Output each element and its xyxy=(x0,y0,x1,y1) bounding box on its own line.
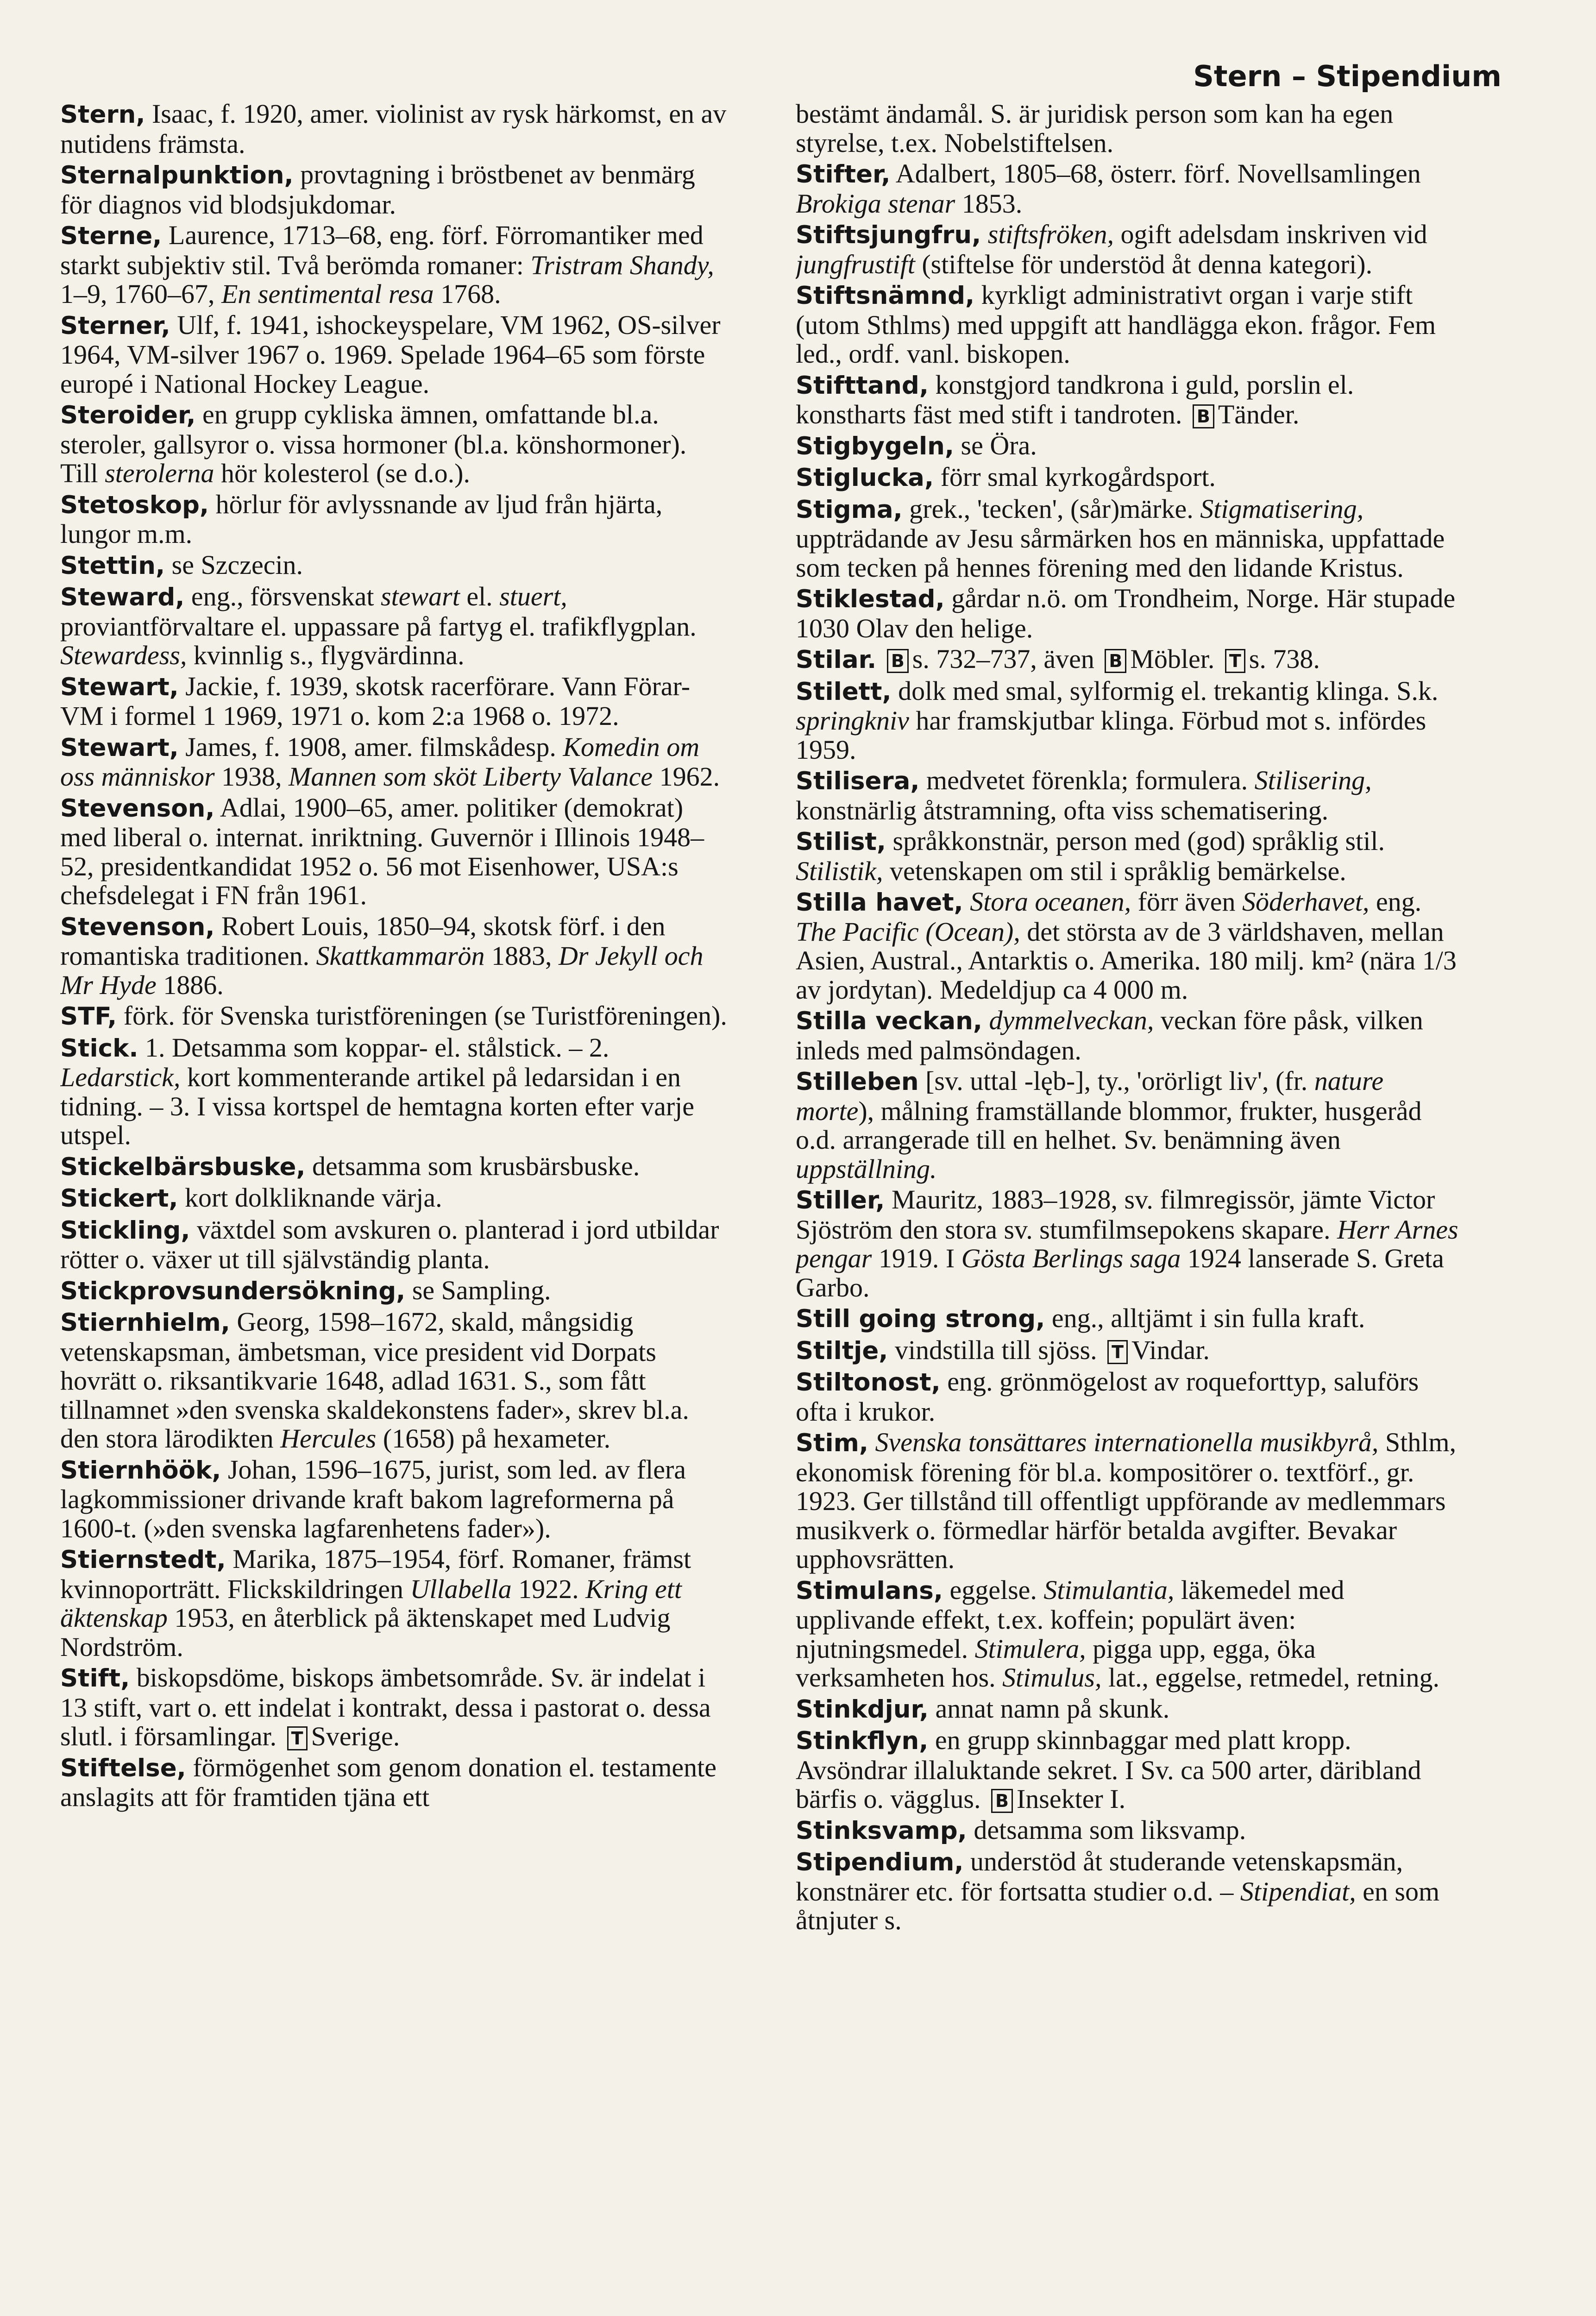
entry-text xyxy=(868,1427,875,1457)
entry-text: Mannen som sköt Liberty Valance xyxy=(289,762,653,792)
entry-text: Adlai, 1900–65, amer. politiker (demokrat) med liberal o. internat. inriktning. Guvernör i Illinois 1948–52, presidentkandidat 1952 o. 56 mot Eisenhower, USA:s chefsdelegat i FN från 1961. xyxy=(60,792,704,910)
dictionary-entry xyxy=(60,793,729,910)
dictionary-entry xyxy=(60,1545,729,1661)
entry-text: kyrkligt administrativt organ i varje stift (utom Sthlms) med uppgift att handlägga ekon. frågor. Fem led., ordf. vanl. biskopen. xyxy=(796,280,1436,369)
entry-headword: Stilleben xyxy=(796,1068,919,1096)
dictionary-entry xyxy=(60,551,729,581)
entry-headword: Stilla havet, xyxy=(796,888,963,917)
entry-headword: Stinksvamp, xyxy=(796,1816,967,1845)
entry-text: vindstilla till sjöss. xyxy=(888,1334,1104,1365)
dictionary-entry xyxy=(60,1001,729,1032)
dictionary-entry xyxy=(60,490,729,549)
dictionary-entry xyxy=(796,1576,1465,1693)
entry-text: förmögenhet som genom donation el. testamente anslagits att för framtiden tjäna ett xyxy=(60,1752,717,1812)
entry-headword: Stiller, xyxy=(796,1186,885,1215)
entry-text: 1924 lanserade S. Greta Garbo. xyxy=(796,1243,1444,1303)
entry-text: Stimulantia, xyxy=(1043,1574,1175,1605)
entry-text: lat., eggelse, retmedel, retning. xyxy=(1101,1662,1440,1693)
entry-text: sterolerna xyxy=(105,458,214,488)
entry-headword: Stiltje, xyxy=(796,1336,888,1365)
entry-headword: Stilist, xyxy=(796,828,886,856)
entry-text: s. 732–737, även xyxy=(912,644,1101,674)
entry-text: ), målning framställande blommor, frukter, husgeråd o.d. arrangerade till en helhet. Sv. benämning även xyxy=(796,1095,1422,1155)
entry-text: Isaac, f. 1920, amer. violinist av rysk härkomst, en av nutidens främsta. xyxy=(60,100,727,159)
entry-text: [sv. uttal -lęb-], ty., 'orörligt liv', (fr. xyxy=(918,1066,1314,1096)
entry-text: 1919. I xyxy=(872,1243,961,1273)
dictionary-entry xyxy=(60,1753,729,1812)
entry-headword: Still going strong, xyxy=(796,1305,1045,1333)
entry-text: Jackie, f. 1939, skotsk racerförare. Vann Förar-VM i formel 1 1969, 1971 o. kom 2:a 1968 o. 1972. xyxy=(60,671,691,731)
entry-text: springkniv xyxy=(796,705,909,736)
entry-text: Herr Arnes pengar xyxy=(796,1214,1458,1273)
entry-text: stewart xyxy=(381,581,460,611)
entry-text: Tristram Shandy, xyxy=(530,250,714,280)
entry-text: stiftsfröken, xyxy=(987,219,1114,249)
entry-text: Stigmatisering, xyxy=(1200,493,1364,524)
dictionary-entry xyxy=(796,220,1465,279)
entry-headword: Stilar. xyxy=(796,646,877,674)
dictionary-entry xyxy=(60,1033,729,1150)
entry-headword: Stinkdjur, xyxy=(796,1695,929,1724)
entry-text: Insekter I. xyxy=(1016,1784,1126,1814)
entry-text: Stipendiat, xyxy=(1240,1876,1356,1907)
dictionary-entry xyxy=(60,221,729,309)
entry-text: en grupp cykliska ämnen, omfattande bl.a. steroler, gallsyror o. vissa hormoner (bl.a. könshormoner). Till xyxy=(60,399,687,488)
dictionary-entry xyxy=(60,100,729,158)
entry-headword: Stick. xyxy=(60,1034,138,1063)
entry-text: provtagning i bröstbenet av benmärg för diagnos vid blodsjukdomar. xyxy=(60,159,695,220)
dictionary-entry xyxy=(796,159,1465,218)
entry-headword: Stiftelse, xyxy=(60,1754,186,1782)
entry-text: biskopsdöme, biskops ämbetsområde. Sv. är indelat i 13 stift, vart o. ett indelat i kontrakt, dessa i pastorat o. dessa slutl. i församlingar. xyxy=(60,1662,711,1751)
entry-headword: Sterne, xyxy=(60,222,162,250)
entry-text: läkemedel med upplivande effekt, t.ex. koffein; populärt även: njutningsmedel. xyxy=(796,1574,1345,1664)
dictionary-entry xyxy=(796,584,1465,643)
entry-text: kort kommenterande artikel på ledarsidan i en tidning. – 3. I vissa kortspel de hemtagna korten efter varje utspel. xyxy=(60,1062,695,1150)
entry-text: Johan, 1596–1675, jurist, som led. av flera lagkommissioner drivande kraft bakom lagreformerna på 1600-t. (»den svenska lagfarenhetens fader»). xyxy=(60,1454,686,1543)
entry-text: 1883, xyxy=(484,941,559,971)
entry-text: s. 738. xyxy=(1249,644,1320,674)
dictionary-entry xyxy=(796,1694,1465,1724)
entry-text: detsamma som krusbärsbuske. xyxy=(305,1151,640,1181)
entry-headword: Stickling, xyxy=(60,1216,190,1245)
entry-text: Ulf, f. 1941, ishockeyspelare, VM 1962, OS-silver 1964, VM-silver 1967 o. 1969. Spelade 1964–65 som förste europé i National Hockey League. xyxy=(60,309,721,399)
dictionary-entry xyxy=(796,1006,1465,1065)
entry-text: Brokiga stenar xyxy=(796,188,955,219)
entry-text: Tänder. xyxy=(1218,399,1300,429)
entry-text: Laurence, 1713–68, eng. förf. Förromantiker med starkt subjektiv stil. Två berömda romaner: xyxy=(60,220,704,280)
entry-text: ogift adelsdam inskriven vid xyxy=(1114,219,1427,249)
entry-headword: Stiernstedt, xyxy=(60,1546,226,1574)
entry-headword: Stifttand, xyxy=(796,371,929,400)
dictionary-entry xyxy=(60,582,729,670)
entry-headword: Sterner, xyxy=(60,311,170,340)
entry-text: eng. grönmögelost av roqueforttyp, saluförs ofta i krukor. xyxy=(796,1366,1419,1427)
entry-text: Komedin om oss människor xyxy=(60,731,700,792)
entry-text: Möbler. xyxy=(1130,644,1221,674)
entry-text: se Sampling. xyxy=(405,1275,551,1305)
entry-headword: Steward, xyxy=(60,583,185,611)
entry-text: se Szczecin. xyxy=(165,549,303,580)
entry-text: Svenska tonsättares internationella musikbyrå, xyxy=(875,1427,1379,1457)
dictionary-entry xyxy=(796,677,1465,765)
entry-text: Dr Jekyll och Mr Hyde xyxy=(60,941,704,1000)
entry-headword: Stimulans, xyxy=(796,1576,943,1605)
entry-headword: Stinkflyn, xyxy=(796,1727,929,1755)
dictionary-entry xyxy=(796,463,1465,493)
dictionary-entry xyxy=(60,1663,729,1751)
entry-headword: Stift, xyxy=(60,1664,130,1693)
dictionary-entry xyxy=(60,733,729,792)
entry-text: James, f. 1908, amer. filmskådesp. xyxy=(178,731,563,762)
dictionary-entry xyxy=(796,1067,1465,1183)
entry-text: eng., alltjämt i sin fulla kraft. xyxy=(1045,1303,1365,1333)
entry-text: Gösta Berlings saga xyxy=(961,1243,1181,1273)
entry-text: kvinnlig s., flygvärdinna. xyxy=(187,640,465,670)
running-header: Stern – Stipendium xyxy=(1193,59,1502,93)
entry-headword: Stim, xyxy=(796,1429,869,1457)
entry-text: understöd åt studerande vetenskapsmän, konstnärer etc. för fortsatta studier o.d. – xyxy=(796,1846,1403,1907)
entry-headword: Stern, xyxy=(60,101,145,129)
entry-text xyxy=(963,887,970,917)
entry-text: En sentimental resa xyxy=(221,279,434,309)
tabell-reference-icon: T xyxy=(287,1726,308,1750)
dictionary-entry xyxy=(796,1367,1465,1426)
entry-text: språkkonstnär, person med (god) språklig stil. xyxy=(886,826,1385,856)
entry-text: detsamma som liksvamp. xyxy=(967,1814,1246,1845)
entry-text: 1768. xyxy=(434,279,501,309)
entry-text: Stilisering, xyxy=(1254,765,1372,795)
dictionary-entry xyxy=(796,827,1465,886)
entry-text: grek., 'tecken', (sår)märke. xyxy=(902,493,1200,524)
entry-headword: Stiftsnämnd, xyxy=(796,282,975,310)
bild-reference-icon: B xyxy=(1105,649,1126,673)
entry-text: se Öra. xyxy=(954,430,1037,460)
entry-text: gårdar n.ö. om Trondheim, Norge. Här stupade 1030 Olav den helige. xyxy=(796,583,1456,643)
entry-text: bestämt ändamål. S. är juridisk person som kan ha egen styrelse, t.ex. Nobelstiftelsen. xyxy=(796,100,1394,158)
entry-text xyxy=(876,644,883,674)
entry-headword: Stettin, xyxy=(60,551,165,580)
entry-text: 1. Detsamma som koppar- el. stålstick. – 2. xyxy=(138,1032,609,1063)
entry-headword: Stevenson, xyxy=(60,794,215,823)
entry-headword: Steroider, xyxy=(60,401,196,429)
entry-text: jungfrustift xyxy=(796,249,915,279)
entry-text: konstnärlig åtstramning, ofta viss schematisering. xyxy=(796,795,1329,825)
entry-text: en som åtnjuter s. xyxy=(796,1876,1440,1935)
entry-text: (stiftelse för understöd åt denna kategori). xyxy=(915,249,1373,279)
entry-text: förr smal kyrkogårdsport. xyxy=(934,462,1216,492)
entry-headword: Stewart, xyxy=(60,733,179,762)
dictionary-entry xyxy=(60,672,729,731)
dictionary-entry xyxy=(60,912,729,1000)
entry-text: kort dolkliknande värja. xyxy=(178,1183,442,1213)
dictionary-entry xyxy=(796,645,1465,675)
dictionary-entry xyxy=(60,1183,729,1214)
entry-text: hörlur för avlyssnande av ljud från hjärta, lungor m.m. xyxy=(60,489,663,549)
right-column xyxy=(796,100,1465,2316)
dictionary-entry xyxy=(60,1455,729,1543)
entry-text: Vindar. xyxy=(1131,1334,1210,1365)
entry-headword: Stiftsjungfru, xyxy=(796,221,981,249)
dictionary-entry xyxy=(796,887,1465,1004)
bild-reference-icon: B xyxy=(1193,404,1214,428)
entry-text: Marika, 1875–1954, förf. Romaner, främst kvinnoporträtt. Flickskildringen xyxy=(60,1544,691,1604)
dictionary-entry xyxy=(796,1336,1465,1366)
entry-headword: Stigma, xyxy=(796,495,903,524)
entry-text: annat namn på skunk. xyxy=(928,1693,1170,1724)
entry-text: växtdel som avskuren o. planterad i jord utbildar rötter o. växer ut till självständig planta. xyxy=(60,1214,719,1274)
entry-headword: Stickprovsundersökning, xyxy=(60,1277,406,1305)
entry-text: The Pacific (Ocean), xyxy=(796,916,1020,947)
entry-headword: Stilla veckan, xyxy=(796,1007,983,1035)
entry-text: pigga upp, egga, öka verksamheten hos. xyxy=(796,1633,1316,1693)
dictionary-entry xyxy=(796,1304,1465,1334)
entry-text: 1962. xyxy=(653,762,720,792)
dictionary-entry xyxy=(796,1726,1465,1814)
entry-text: vetenskapen om stil i språklig bemärkelse. xyxy=(883,856,1346,886)
entry-text: Mauritz, 1883–1928, sv. filmregissör, jämte Victor Sjöström den stora sv. stumfilmsepokens skapare. xyxy=(796,1184,1435,1245)
entry-text: konstgjord tandkrona i guld, porslin el. konstharts fäst med stift i tandroten. xyxy=(796,369,1354,429)
entry-text: 1938, xyxy=(214,762,289,792)
entry-text: Robert Louis, 1850–94, skotsk förf. i den romantiska traditionen. xyxy=(60,911,666,971)
tabell-reference-icon: T xyxy=(1225,649,1245,673)
entry-headword: Stipendium, xyxy=(796,1848,964,1876)
entry-text: 1922. xyxy=(511,1573,586,1604)
entry-text: Skattkammarön xyxy=(316,941,485,971)
entry-headword: Stickert, xyxy=(60,1184,178,1213)
entry-text: Hercules xyxy=(280,1423,377,1454)
entry-text: Georg, 1598–1672, skald, mångsidig vetenskapsman, ämbetsman, vice president vid Dorpats hovrätt o. riksantikvarie 1648, adlad 1631. S., som fått tillnamnet »den svenska skaldekonstens fader», skrev bl.a. den stora lärodikten xyxy=(60,1307,689,1454)
bild-reference-icon: B xyxy=(991,1789,1013,1813)
left-column xyxy=(60,100,729,2316)
entry-text: nature morte xyxy=(796,1066,1384,1126)
entry-text: 1886. xyxy=(156,969,224,1000)
dictionary-entry xyxy=(796,1816,1465,1846)
dictionary-entry xyxy=(60,160,729,219)
entry-text: uppträdande av Jesu sårmärken hos en människa, uppfattade som tecken på hennes förening med den lidande Kristus. xyxy=(796,523,1445,583)
entry-text: förr även xyxy=(1131,887,1243,917)
entry-text: eggelse. xyxy=(943,1574,1044,1605)
entry-headword: Stiltonost, xyxy=(796,1368,941,1397)
entry-text: Stimulus, xyxy=(1002,1662,1102,1693)
entry-headword: Stilisera, xyxy=(796,767,920,795)
entry-headword: STF, xyxy=(60,1002,117,1031)
entry-headword: Stiernhielm, xyxy=(60,1309,230,1337)
entry-text: har framskjutbar klinga. Förbud mot s. infördes 1959. xyxy=(796,705,1426,765)
entry-headword: Stetoskop, xyxy=(60,491,209,519)
dictionary-entry xyxy=(60,311,729,399)
dictionary-entry xyxy=(796,766,1465,825)
dictionary-entry xyxy=(796,1847,1465,1935)
entry-text: förk. för Svenska turistföreningen (se Turistföreningen). xyxy=(117,1001,727,1031)
entry-text: hör kolesterol (se d.o.). xyxy=(214,458,470,488)
entry-text: medvetet förenkla; formulera. xyxy=(919,765,1255,795)
entry-text: Sverige. xyxy=(311,1721,400,1751)
entry-text: (1658) på hexameter. xyxy=(376,1423,611,1454)
dictionary-entry xyxy=(796,281,1465,369)
entry-headword: Stifter, xyxy=(796,160,891,189)
dictionary-entry xyxy=(60,1308,729,1454)
entry-headword: Stevenson, xyxy=(60,913,215,941)
entry-text: proviantförvaltare el. uppassare på fartyg el. trafikflygplan. xyxy=(60,611,697,642)
entry-text xyxy=(982,1005,989,1035)
dictionary-entry xyxy=(796,1428,1465,1574)
bild-reference-icon: B xyxy=(887,649,909,673)
dictionary-entry xyxy=(796,1185,1465,1302)
entry-text: eng., försvenskat xyxy=(184,581,381,611)
entry-text: Stimulera, xyxy=(974,1633,1086,1664)
entry-headword: Stilett, xyxy=(796,677,892,706)
entry-text: Adalbert, 1805–68, österr. förf. Novellsamlingen xyxy=(890,158,1421,189)
entry-headword: Stickelbärsbuske, xyxy=(60,1152,306,1181)
entry-text: veckan före påsk, vilken inleds med palmsöndagen. xyxy=(796,1005,1423,1065)
entry-text: Sthlm, ekonomisk förening för bl.a. kompositörer o. textförf., gr. 1923. Ger tillstånd till offentligt uppförande av medlemmars musikverk o. förmedlar härför betalda avgifter. Bevakar upphovsrätten. xyxy=(796,1427,1456,1574)
entry-headword: Stigbygeln, xyxy=(796,432,955,460)
entry-text xyxy=(981,219,988,249)
entry-text: 1–9, 1760–67, xyxy=(60,279,221,309)
entry-text: stuert, xyxy=(499,581,567,611)
dictionary-entry xyxy=(60,1152,729,1182)
entry-text: uppställning. xyxy=(796,1153,937,1184)
entry-text: Kring ett äktenskap xyxy=(60,1573,682,1633)
entry-text: Stora oceanen, xyxy=(970,887,1131,917)
dictionary-entry xyxy=(796,431,1465,461)
tabell-reference-icon: T xyxy=(1107,1340,1128,1364)
entry-text: Söderhavet, xyxy=(1242,887,1370,917)
entry-text: eng. xyxy=(1369,887,1422,917)
entry-text: dolk med smal, sylformig el. trekantig klinga. S.k. xyxy=(891,675,1439,706)
entry-text: 1853. xyxy=(955,188,1023,219)
entry-text: Ledarstick, xyxy=(60,1062,181,1092)
entry-headword: Stiernhöök, xyxy=(60,1456,221,1485)
entry-headword: Stiglucka, xyxy=(796,464,934,492)
entry-text: Stewardess, xyxy=(60,640,187,670)
entry-text: det största av de 3 världshaven, mellan Asien, Austral., Antarktis o. Amerika. 180 milj. km² (nära 1/3 av jordytan). Medeldjup ca 4 000 m. xyxy=(796,916,1457,1005)
dictionary-entry xyxy=(796,371,1465,429)
entry-headword: Sternalpunktion, xyxy=(60,161,294,189)
entry-text: en grupp skinnbaggar med platt kropp. Avsöndrar illaluktande sekret. I Sv. ca 500 arter, däribland bärfis o. vägglus. xyxy=(796,1725,1421,1814)
entry-headword: Stiklestad, xyxy=(796,585,945,613)
entry-text: Stilistik, xyxy=(796,856,883,886)
dictionary-entry xyxy=(60,1276,729,1306)
dictionary-entry xyxy=(60,400,729,488)
entry-text: 1953, en återblick på äktenskapet med Ludvig Nordström. xyxy=(60,1603,671,1662)
dictionary-entry xyxy=(60,1215,729,1274)
dictionary-entry xyxy=(796,495,1465,583)
entry-text: Ullabella xyxy=(410,1573,512,1604)
dictionary-entry xyxy=(796,100,1465,157)
entry-headword: Stewart, xyxy=(60,673,179,701)
entry-text: dymmelveckan, xyxy=(989,1005,1154,1035)
entry-text: el. xyxy=(459,581,500,611)
